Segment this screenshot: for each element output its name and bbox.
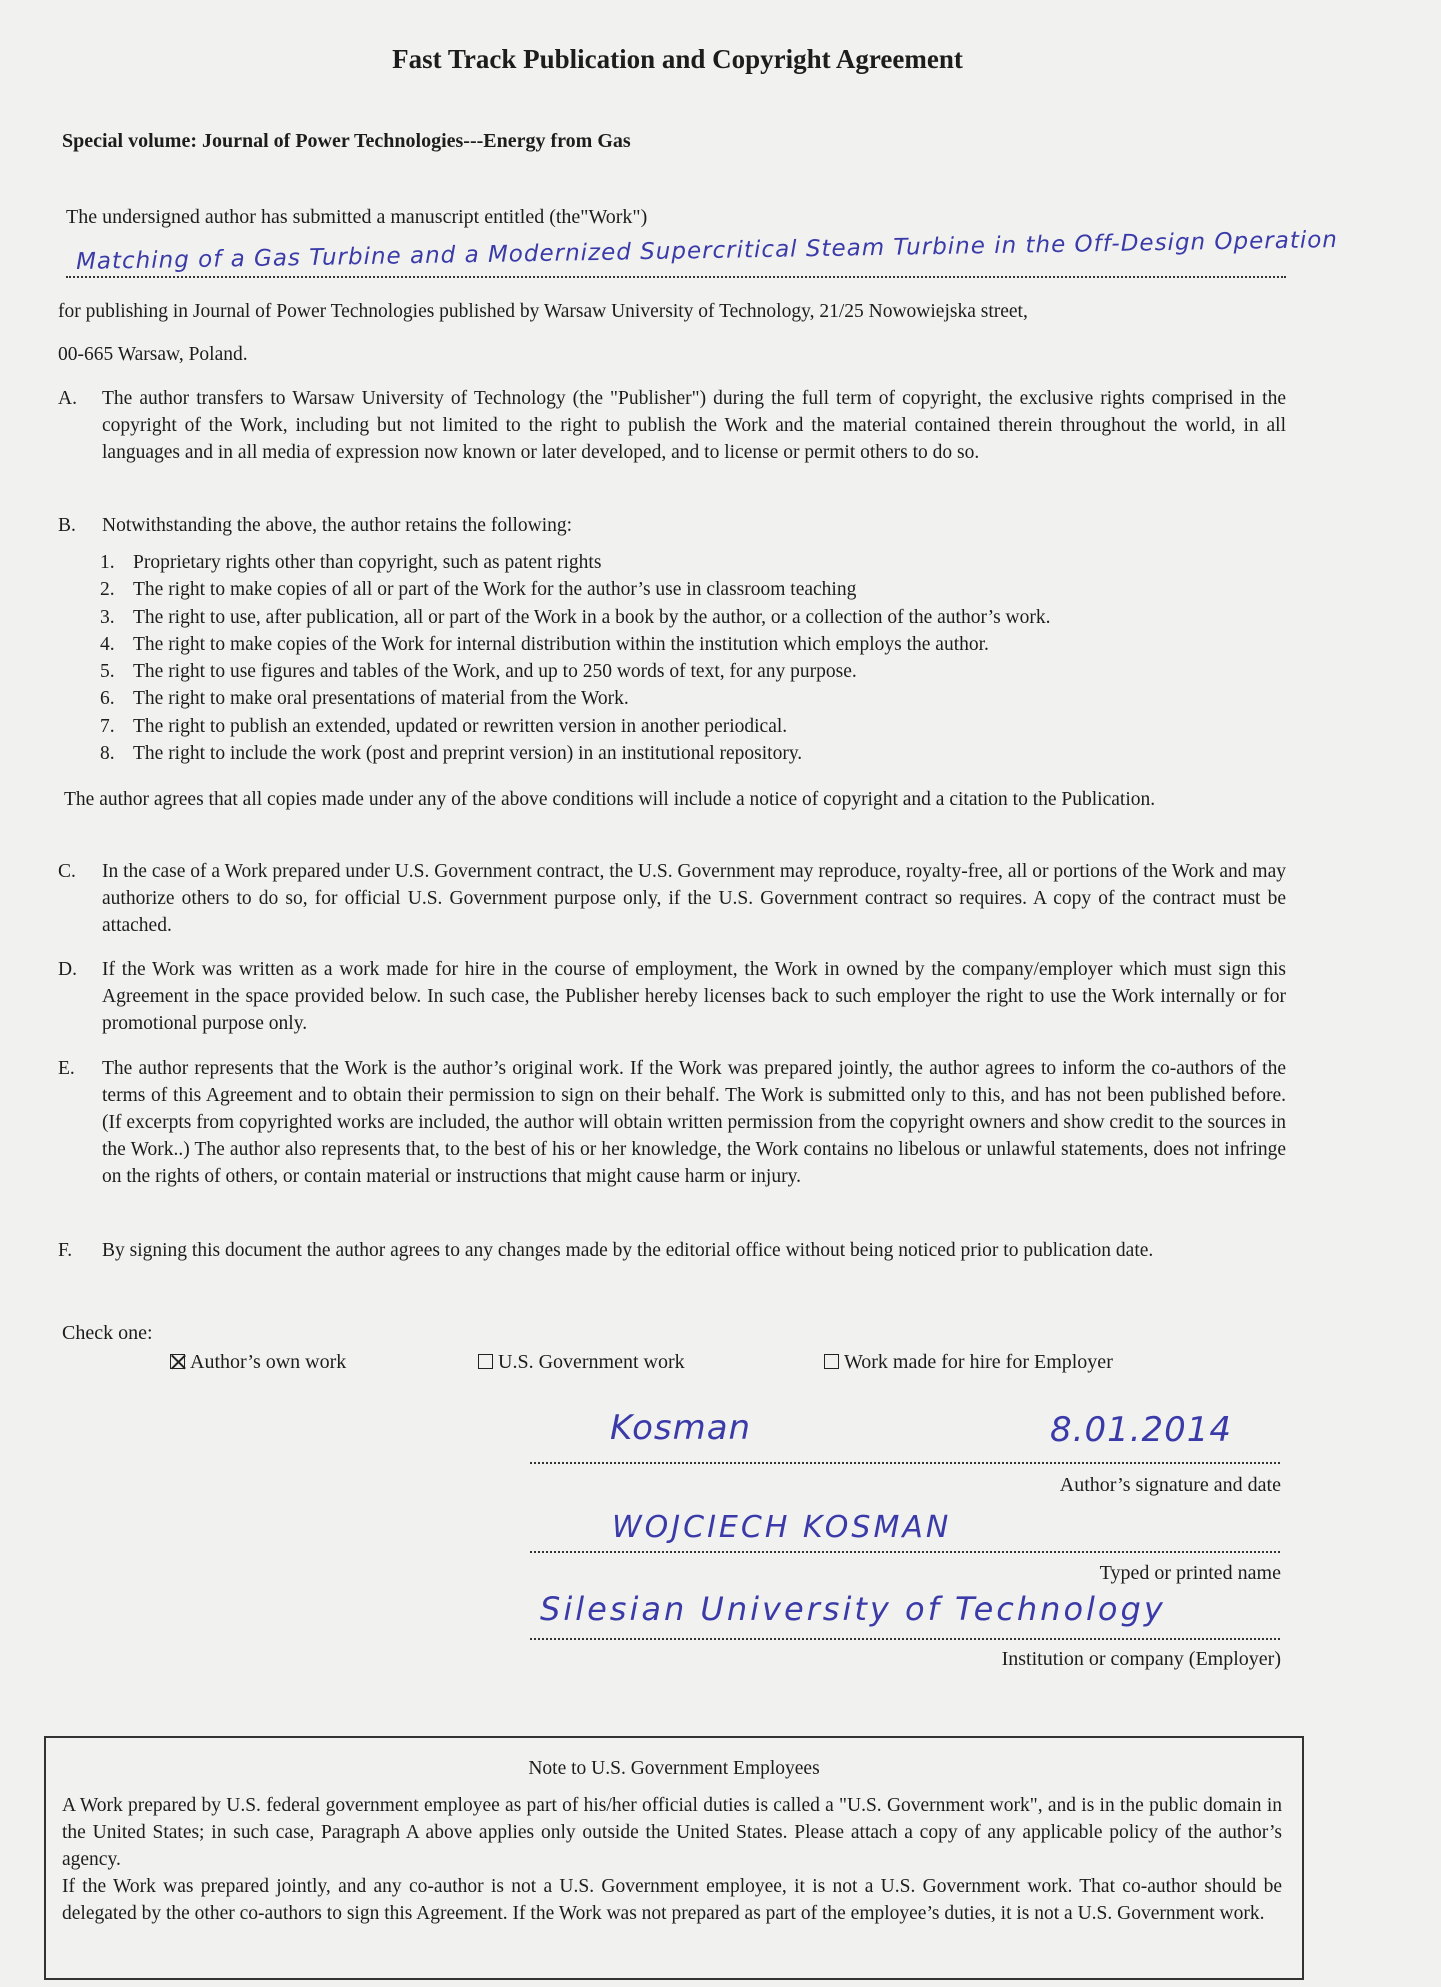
clause-f-text: By signing this document the author agrees to any changes made by the editorial office without being noticed prior to publication date. xyxy=(102,1240,1154,1261)
special-volume-subtitle: Special volume: Journal of Power Technologies---Energy from Gas xyxy=(62,130,631,152)
list-item: 3. The right to use, after publication, all or part of the Work in a book by the author, or a collection of the author’s work. xyxy=(100,606,1051,628)
list-item: 7. The right to publish an extended, updated or rewritten version in another periodical. xyxy=(100,715,788,737)
clause-e-label: E. xyxy=(58,1058,75,1079)
signature-dotted-line xyxy=(530,1462,1280,1464)
name-dotted-line xyxy=(530,1551,1280,1553)
checkbox-unchecked[interactable] xyxy=(824,1354,839,1369)
clause-b-label: B. xyxy=(58,515,76,536)
note-title: Note to U.S. Government Employees xyxy=(528,1758,820,1779)
clause-f-label: F. xyxy=(58,1240,73,1261)
clause-d xyxy=(58,956,1286,1037)
handwritten-signature: Kosman xyxy=(610,1408,752,1448)
handwritten-date: 8.01.2014 xyxy=(1050,1410,1233,1450)
page-title: Fast Track Publication and Copyright Agreement xyxy=(392,44,963,74)
name-label: Typed or printed name xyxy=(1099,1562,1281,1584)
retained-rights-list xyxy=(100,549,1051,767)
clause-e xyxy=(58,1055,1286,1190)
list-item: 6. The right to make oral presentations of material from the Work. xyxy=(100,688,629,710)
clause-c-label: C. xyxy=(58,861,76,882)
clause-b xyxy=(58,512,1286,539)
checkbox-unchecked[interactable] xyxy=(478,1354,493,1369)
clause-d-text: If the Work was written as a work made for hire in the course of employment, the Work in owned by the company/employer which must sign this Agreement in the space provided below. In such case, the Publisher hereby licenses back to such employer the right to use the Work internally or for promotional purpose only. xyxy=(102,959,1286,1034)
clause-c-text: In the case of a Work prepared under U.S. Government contract, the U.S. Government may reproduce, royalty-free, all or portions of the Work and may authorize others to do so, for official U.S. Government purpose only, if the U.S. Government contract so requires. A copy of the contract must be attached. xyxy=(102,861,1286,936)
clause-a-text: The author transfers to Warsaw University of Technology (the "Publisher") during the full term of copyright, the exclusive rights comprised in the copyright of the Work, including but not limited to the right to publish the Work and the material contained therein throughout the world, in all languages and in all media of expression now known or later developed, and to license or permit others to do so. xyxy=(102,388,1286,463)
list-item: 4. The right to make copies of the Work for internal distribution within the institution which employs the author. xyxy=(100,633,989,655)
list-item: 1. Proprietary rights other than copyright, such as patent rights xyxy=(100,552,602,573)
publishing-line-1: for publishing in Journal of Power Technologies published by Warsaw University of Technology, 21/25 Nowowiejska street, xyxy=(58,301,1028,322)
list-item: 5. The right to use figures and tables of the Work, and up to 250 words of text, for any purpose. xyxy=(100,661,857,683)
option-authors-own-work[interactable]: Author’s own work xyxy=(170,1351,346,1374)
us-government-note-box xyxy=(44,1736,1304,1980)
check-one-label: Check one: xyxy=(62,1322,153,1344)
institution-label: Institution or company (Employer) xyxy=(1001,1648,1281,1670)
publishing-line-2: 00-665 Warsaw, Poland. xyxy=(58,344,248,365)
clause-c xyxy=(58,858,1286,939)
work-title-dotted-line xyxy=(66,276,1286,278)
signature-label: Author’s signature and date xyxy=(1059,1474,1281,1496)
clause-e-text: The author represents that the Work is the author’s original work. If the Work was prepared jointly, the author agrees to inform the co-authors of the terms of this Agreement and to obtain their permission to sign on their behalf. The Work is submitted only to this, and has not been published before. (If excerpts from copyrighted works are included, the author will obtain written permission from the copyright owners and show credit to the sources in the Work..) The author also represents that, to the best of his or her knowledge, the Work contains no libelous or unlawful statements, does not infringe on the rights of others, or contain material or instructions that might cause harm or injury. xyxy=(102,1058,1286,1187)
note-paragraph-1: A Work prepared by U.S. federal government employee as part of his/her official duties is called a "U.S. Government work", and is in the public domain in the United States; in such case, Paragraph A above applies only outside the United States. Please attach a copy of any applicable policy of the author’s agency. xyxy=(62,1795,1282,1870)
copies-notice: The author agrees that all copies made under any of the above conditions will include a notice of copyright and a citation to the Publication. xyxy=(64,789,1156,810)
institution-dotted-line xyxy=(530,1638,1280,1640)
clause-d-label: D. xyxy=(58,959,77,980)
clause-a-label: A. xyxy=(58,388,77,409)
clause-f xyxy=(58,1237,1286,1264)
handwritten-name: WOJCIECH KOSMAN xyxy=(612,1510,952,1545)
clause-b-text: Notwithstanding the above, the author retains the following: xyxy=(102,515,573,536)
list-item: 8. The right to include the work (post and preprint version) in an institutional repository. xyxy=(100,743,803,765)
option-work-made-for-hire[interactable]: Work made for hire for Employer xyxy=(824,1351,1113,1374)
intro-text: The undersigned author has submitted a manuscript entitled (the"Work") xyxy=(66,206,648,228)
checkbox-checked[interactable] xyxy=(170,1354,185,1369)
handwritten-work-title: Matching of a Gas Turbine and a Modernized Supercritical Steam Turbine in the Off-Design Operation xyxy=(75,226,1339,276)
handwritten-institution: Silesian University of Technology xyxy=(540,1590,1166,1628)
option-us-government-work[interactable]: U.S. Government work xyxy=(478,1351,685,1374)
note-paragraph-2: If the Work was prepared jointly, and any co-author is not a U.S. Government employee, it is not a U.S. Government work. That co-author should be delegated by the other co-authors to sign this Agreement. If the Work was not prepared as part of the employee’s duties, it is not a U.S. Government work. xyxy=(62,1876,1282,1924)
list-item: 2. The right to make copies of all or part of the Work for the author’s use in classroom teaching xyxy=(100,579,857,601)
clause-a xyxy=(58,385,1286,466)
note-text xyxy=(62,1792,1282,1927)
